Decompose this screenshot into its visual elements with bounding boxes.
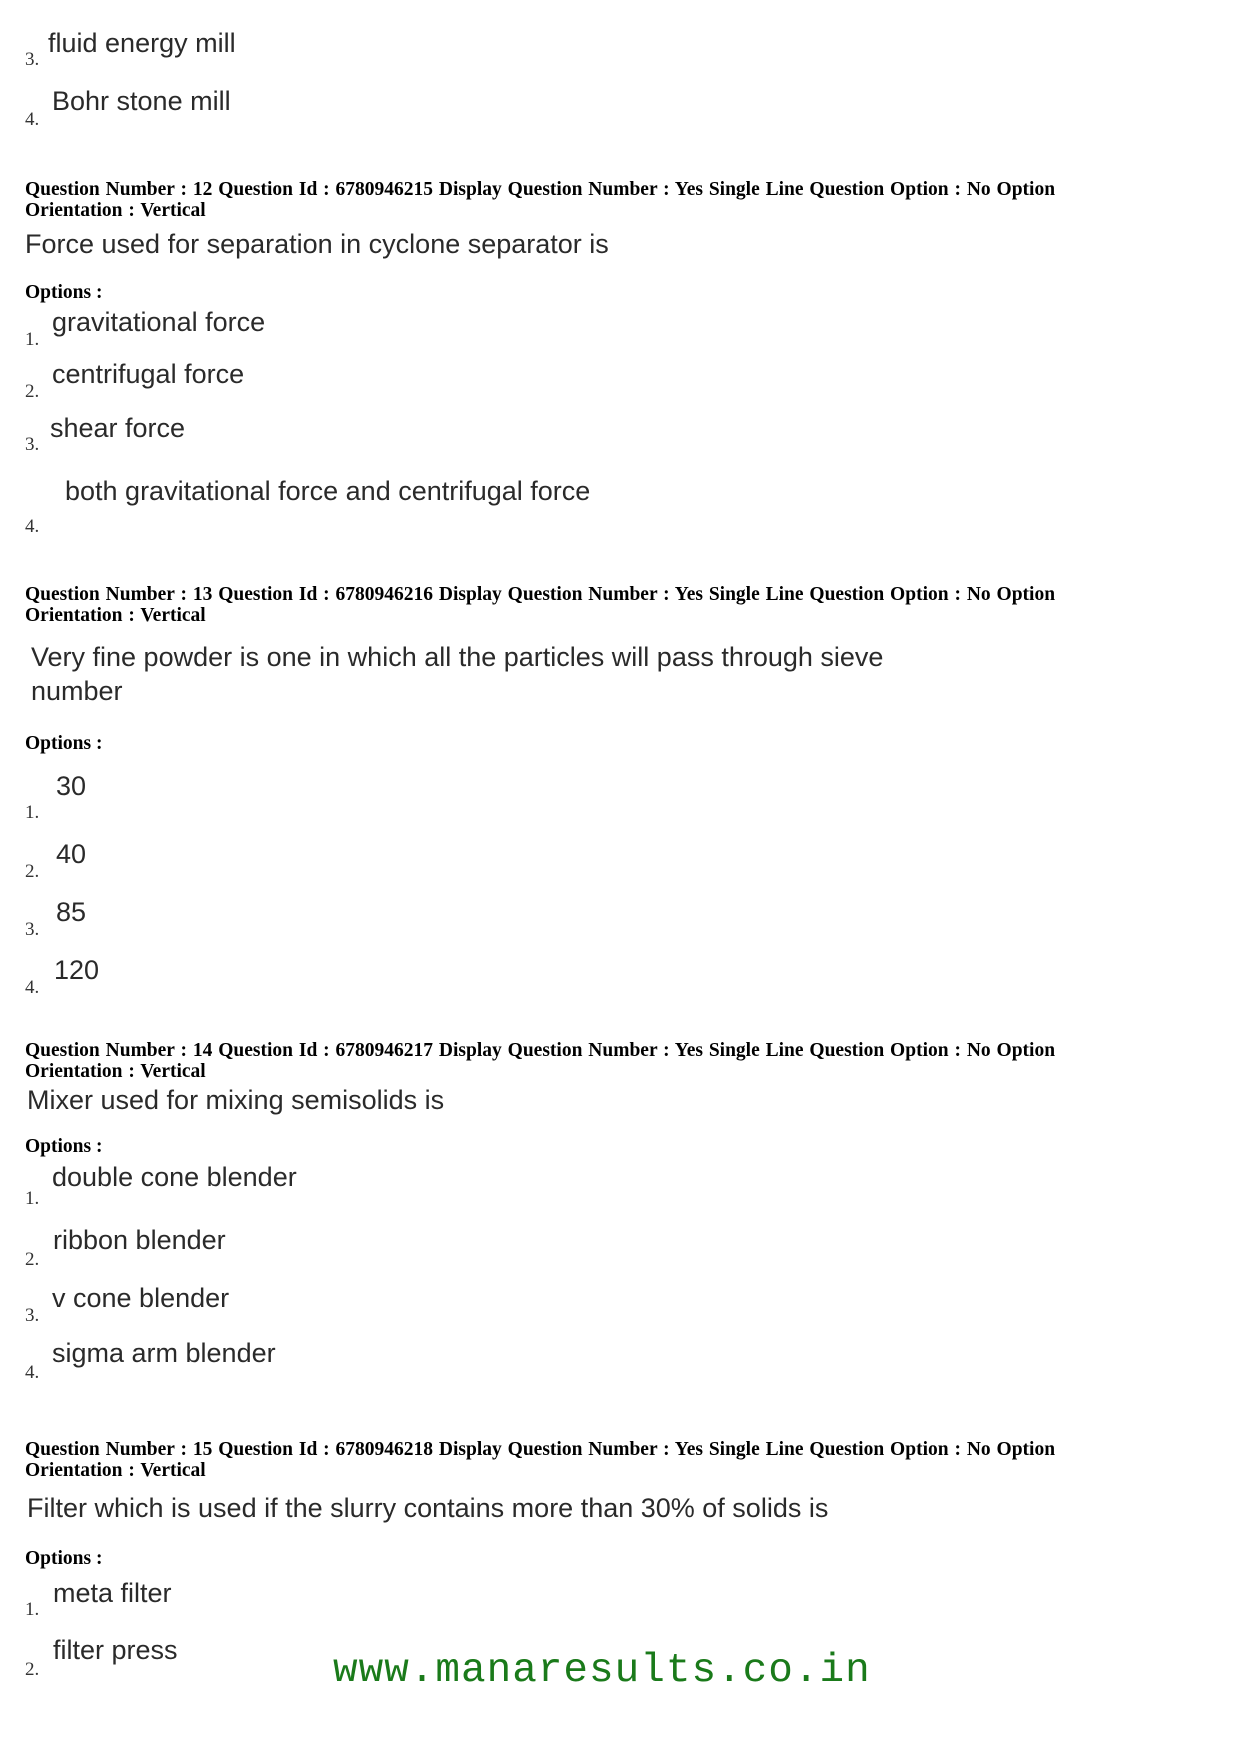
option-text: 85 xyxy=(56,897,87,927)
option-text: gravitational force xyxy=(52,307,266,337)
option-text: both gravitational force and centrifugal force xyxy=(65,476,591,506)
option-number: 3. xyxy=(25,434,40,455)
option-text: fluid energy mill xyxy=(48,28,236,58)
option-number: 4. xyxy=(25,977,40,998)
option-number: 2. xyxy=(25,1659,40,1680)
question-meta: Question Number : 15 Question Id : 6780946218 Display Question Number : Yes Single Line Question Option : No Option Orientation : Vertical xyxy=(25,1439,1056,1481)
option-number: 2. xyxy=(25,381,40,402)
options-label: Options : xyxy=(25,1136,103,1157)
option-number: 1. xyxy=(25,802,40,823)
option-text: sigma arm blender xyxy=(52,1338,276,1368)
option-text: 30 xyxy=(56,771,87,801)
watermark-url: www.manaresults.co.in xyxy=(333,1648,871,1694)
option-number: 2. xyxy=(25,861,40,882)
option-number: 3. xyxy=(25,919,40,940)
option-text: shear force xyxy=(50,413,186,443)
option-text: 40 xyxy=(56,839,87,869)
option-number: 1. xyxy=(25,1599,40,1620)
option-text: double cone blender xyxy=(52,1162,297,1192)
option-text: centrifugal force xyxy=(52,359,245,389)
question-text: Very fine powder is one in which all the particles will pass through sieve number xyxy=(31,642,884,706)
option-number: 4. xyxy=(25,1362,40,1383)
option-text: v cone blender xyxy=(52,1283,230,1313)
question-meta: Question Number : 14 Question Id : 6780946217 Display Question Number : Yes Single Line Question Option : No Option Orientation : Vertical xyxy=(25,1040,1056,1082)
option-number: 1. xyxy=(25,329,40,350)
option-text: meta filter xyxy=(53,1578,172,1608)
options-label: Options : xyxy=(25,733,103,754)
question-meta: Question Number : 12 Question Id : 6780946215 Display Question Number : Yes Single Line Question Option : No Option Orientation : Vertical xyxy=(25,179,1056,221)
option-number: 1. xyxy=(25,1188,40,1209)
option-number: 4. xyxy=(25,516,40,537)
question-text: Filter which is used if the slurry contains more than 30% of solids is xyxy=(27,1493,829,1523)
options-label: Options : xyxy=(25,1548,103,1569)
question-text: Force used for separation in cyclone separator is xyxy=(25,229,609,259)
option-text: filter press xyxy=(53,1635,178,1665)
option-text: 120 xyxy=(54,955,100,985)
option-number: 3. xyxy=(25,1305,40,1326)
option-number: 4. xyxy=(25,109,40,130)
question-text: Mixer used for mixing semisolids is xyxy=(27,1085,445,1115)
option-number: 3. xyxy=(25,49,40,70)
question-meta: Question Number : 13 Question Id : 6780946216 Display Question Number : Yes Single Line Question Option : No Option Orientation : Vertical xyxy=(25,584,1056,626)
options-label: Options : xyxy=(25,282,103,303)
option-text: Bohr stone mill xyxy=(52,86,231,116)
option-text: ribbon blender xyxy=(53,1225,226,1255)
option-number: 2. xyxy=(25,1249,40,1270)
